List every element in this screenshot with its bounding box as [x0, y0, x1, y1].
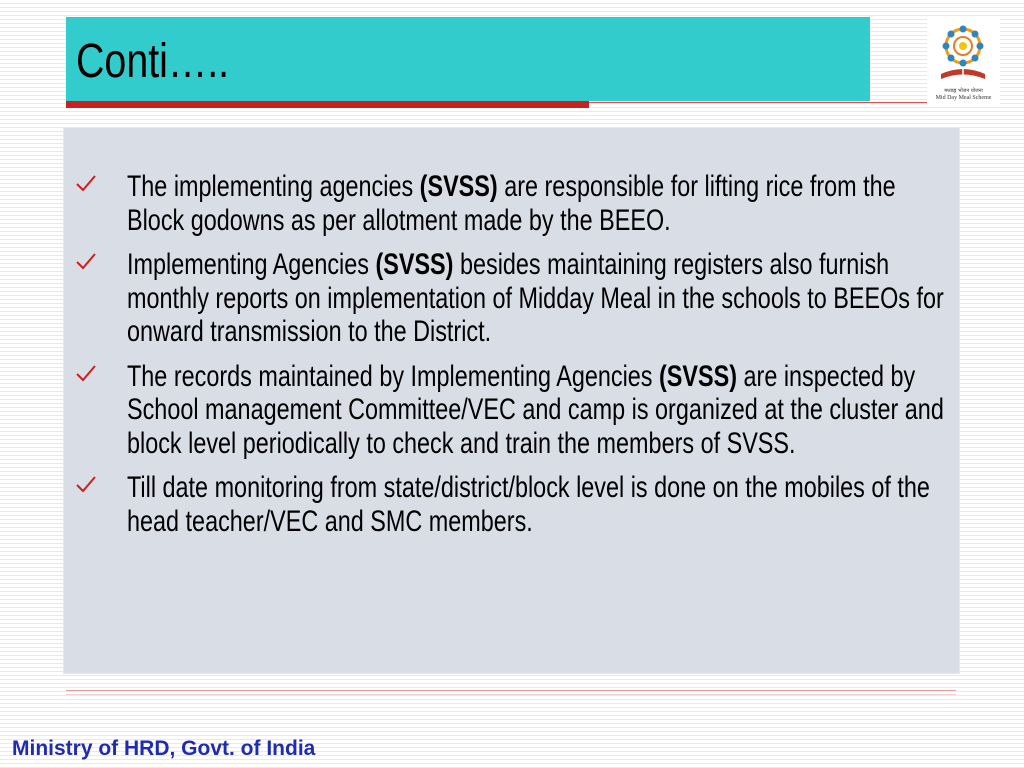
bullet-text-bold: (SVSS)	[658, 359, 738, 393]
bullet-item	[74, 170, 954, 237]
bullet-text-regular: are responsible for lifting rice from the Block godowns as per allotment made by the BEEO.	[127, 170, 896, 237]
logo-caption-english: Mid Day Meal Scheme	[935, 95, 992, 101]
bullet-text-bold: (SVSS)	[419, 170, 498, 203]
bullet-text-regular: Implementing Agencies	[127, 248, 376, 281]
mid-day-meal-logo	[927, 18, 1000, 106]
bullet-text-regular: The implementing agencies	[127, 170, 420, 203]
bullet-text-bold: (SVSS)	[375, 248, 454, 281]
bullet-text-regular: besides maintaining registers also furnish monthly reports on implementation of Midday Meal in the schools to BEEOs for onward transmission to the District.	[127, 248, 944, 348]
bullet-item	[74, 471, 954, 538]
slide-title: Conti…..	[76, 35, 230, 88]
bullet-text-regular: The records maintained by Implementing Agencies	[127, 359, 659, 393]
bullet-text-regular: Till date monitoring from state/district/block level is done on the mobiles of the head teacher/VEC and SMC members.	[127, 471, 930, 538]
bullet-list	[74, 170, 954, 549]
bullet-text	[127, 170, 954, 237]
bullet-item	[74, 248, 954, 349]
title-accent-bar	[66, 101, 589, 108]
footer-divider	[66, 690, 956, 691]
logo-caption-hindi: मध्याह्न भोजन योजना	[944, 88, 983, 94]
bullet-text	[127, 360, 954, 461]
bullet-text	[127, 248, 954, 349]
bullet-item	[74, 360, 954, 461]
check-icon	[74, 473, 98, 497]
check-icon	[74, 172, 98, 196]
title-underline	[589, 102, 929, 103]
bullet-text	[127, 471, 954, 538]
footer-ministry-label: Ministry of HRD, Govt. of India	[12, 737, 316, 760]
check-icon	[74, 250, 98, 274]
bullet-text-regular: are inspected by School management Committee/VEC and camp is organized at the cluster and block level periodically to check and train the members of SVSS.	[127, 359, 944, 460]
logo-emblem-icon	[927, 18, 1000, 88]
check-icon	[74, 362, 98, 386]
footer-divider	[66, 694, 956, 695]
